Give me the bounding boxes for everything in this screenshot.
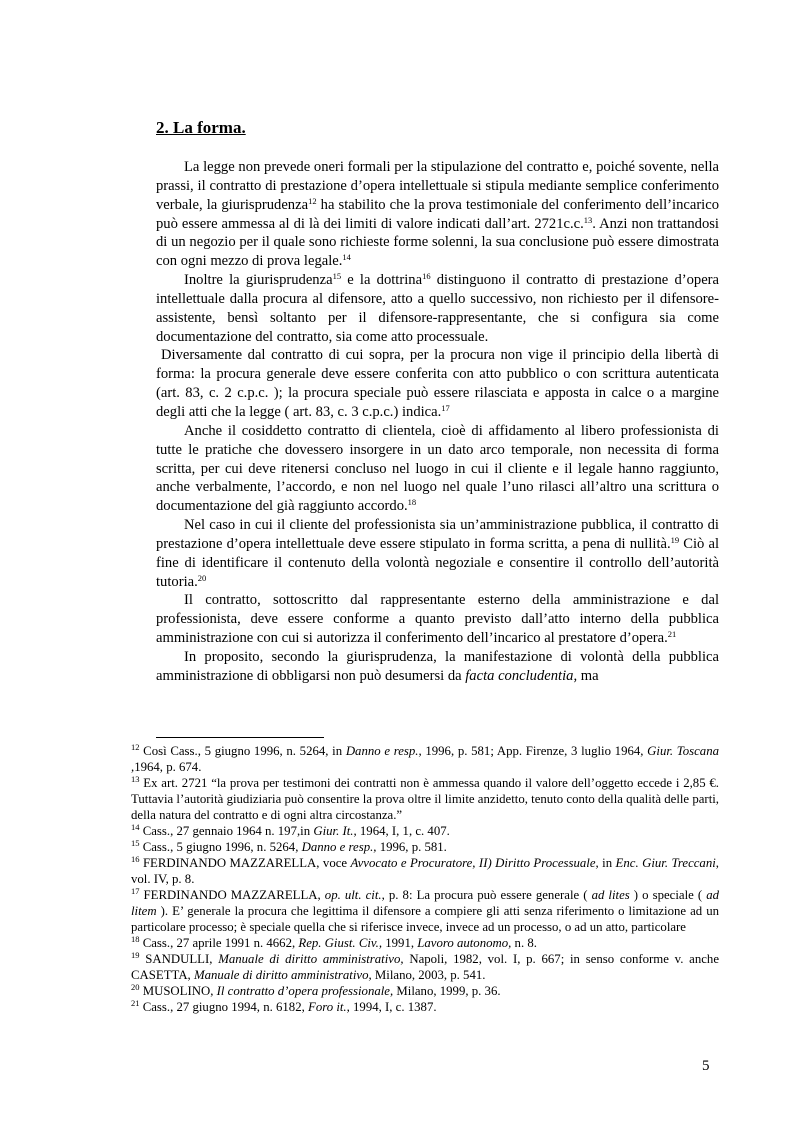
footnotes	[131, 743, 719, 1015]
note-ref: 15	[131, 838, 140, 848]
text-run: Anche il cosiddetto contratto di clientela, cioè di affidamento al libero professionista di tutte le pratiche che dovessero insorgere in un dato arco temporale, non necessita di forma scritta, per cui deve ritenersi concluso nel luogo in cui il cliente e il legale hanno raggiunto, anche verbalmente, l’accordo, e non nel luogo nel quale l’uno rilasci all’altro una scrittura o documentazione del già raggiunto accordo.	[156, 422, 719, 515]
text-run: Il contratto, sottoscritto dal rappresentante esterno della amministrazione e dal professionista, deve essere conforme a quanto previsto dall’atto interno della pubblica amministrazione con cui si autorizza il conferimento dell’incarico al prestatore d’opera.	[156, 592, 719, 647]
text-run: 1994, I, c. 1387.	[349, 1000, 437, 1014]
footnote	[131, 743, 719, 775]
text-run: Ciò al fine di identificare il contenuto della volontà negoziale e consentire il controllo dell’autorità tutoria.	[156, 535, 719, 590]
italic-text: ad litem	[131, 888, 719, 918]
paragraph	[156, 271, 719, 346]
text-run: MUSOLINO,	[139, 984, 217, 998]
italic-text: Il contratto d’opera professionale,	[216, 984, 394, 998]
text-run: distinguono il contratto di prestazione d’opera intellettuale dalla procura al difensore, atto a quello successivo, non richiesto per il difensore-assistente, bensì soltanto per il difensore-rappresentante, che si configura sia come documentazione del contratto, sia come atto processuale.	[156, 272, 720, 345]
text-run: Così Cass., 5 giugno 1996, n. 5264, in	[139, 744, 346, 758]
text-run: in	[598, 856, 616, 870]
note-ref: 19	[670, 534, 680, 545]
italic-text: Lavoro autonomo,	[417, 936, 512, 950]
note-ref: 14	[131, 822, 140, 832]
text-run: p. 8: La procura può essere generale (	[384, 888, 592, 902]
note-ref: 17	[441, 402, 450, 413]
text-run: FERDINANDO MAZZARELLA, voce	[139, 856, 351, 870]
text-run: , vol. IV, p. 8.	[131, 856, 719, 886]
text-run: Nel caso in cui il cliente del professionista sia un’amministrazione pubblica, il contratto di prestazione d’opera intellettuale deve essere stipulato in forma scritta, a pena di nullità.	[156, 517, 719, 552]
paragraph	[156, 422, 719, 516]
note-ref: 20	[197, 572, 207, 583]
note-ref: 17	[131, 886, 140, 896]
text-run: In proposito, secondo la giurisprudenza, la manifestazione di volontà della pubblica amministrazione di obbligarsi non può desumersi da	[156, 648, 719, 684]
note-ref: 16	[422, 271, 431, 282]
note-ref: 18	[131, 934, 140, 944]
italic-text: Giur. It.,	[313, 824, 357, 838]
italic-text: Danno e resp.,	[301, 840, 377, 854]
footnote	[131, 983, 719, 999]
footnote	[131, 775, 719, 823]
italic-text: op. ult. cit.,	[324, 888, 385, 902]
italic-text: Foro it.,	[308, 1000, 350, 1014]
note-ref: 16	[131, 854, 140, 864]
paragraph	[156, 648, 719, 686]
italic-text: Manuale di diritto amministrativo,	[218, 952, 404, 966]
text-run: e la dottrina	[341, 272, 423, 289]
text-run: Milano, 2003, p. 541.	[371, 968, 486, 982]
italic-text: Avvocato e Procuratore, II) Diritto Processuale,	[350, 856, 599, 870]
page-number: 5	[702, 1058, 710, 1074]
note-ref: 19	[131, 950, 140, 960]
text-run: Inoltre la giurisprudenza	[184, 272, 333, 289]
text-run: ha stabilito che la prova testimoniale del conferimento dell’incarico può essere ammessa al di là dei limiti di valore indicati dall’art. 2721c.c.	[156, 196, 720, 232]
italic-text: facta concludentia,	[465, 667, 578, 684]
note-ref: 20	[131, 982, 140, 992]
note-ref: 12	[131, 742, 140, 752]
paragraph	[156, 346, 719, 421]
note-ref: 18	[407, 497, 417, 508]
text-run: Ex art. 2721 “la prova per testimoni dei contratti non è ammessa quando il valore dell’oggetto eccede i 2,85 €. Tuttavia l’autorità giudiziaria può consentire la prova oltre il limite anzidetto, tenuto conto della qualità delle parti, della natura del contratto e di ogni altra circostanza.”	[131, 776, 719, 822]
italic-text: Rep. Giust. Civ.,	[298, 936, 383, 950]
text-run: Milano, 1999, p. 36.	[393, 984, 501, 998]
note-ref: 15	[332, 271, 342, 282]
text-run: La legge non prevede oneri formali per la stipulazione del contratto e, poiché sovente, nella prassi, il contratto di prestazione d’opera intellettuale si stipula mediante semplice conferimento verbale, la giurisprudenza	[156, 159, 719, 213]
text-run: ma	[577, 667, 599, 684]
italic-text: ad lites	[591, 888, 630, 902]
paragraph	[156, 516, 719, 591]
text-run: . Anzi non trattandosi di un negozio per il quale sono richieste forme solenni, la sua conclusione può essere dimostrata con ogni mezzo di prova legale.	[156, 215, 719, 270]
body-text	[156, 158, 719, 686]
text-run: Diversamente dal contratto di cui sopra, per la procura non vige il principio della libertà di forma: la procura generale deve essere conferita con atto pubblico o con scrittura autenticata (art. 83, c. 2 c.p.c. ); la procura speciale può essere rilasciata e apposta in calce o a margine degli atti che la legge ( art. 83, c. 3 c.p.c.) indica.	[156, 347, 719, 420]
footnote	[131, 823, 719, 839]
text-run: Cass., 27 gennaio 1964 n. 197,in	[139, 824, 314, 838]
note-ref: 14	[342, 252, 351, 263]
text-run: 1964, I, 1, c. 407.	[356, 824, 450, 838]
text-run: FERDINANDO MAZZARELLA,	[139, 888, 325, 902]
note-ref: 13	[131, 774, 140, 784]
footnote	[131, 951, 719, 983]
text-run: 1996, p. 581; App. Firenze, 3 luglio 1964,	[421, 744, 648, 758]
text-run: Cass., 5 giugno 1996, n. 5264,	[139, 840, 302, 854]
text-run: Napoli, 1982, vol. I, p. 667; in senso conforme v. anche CASETTA,	[131, 952, 720, 982]
italic-text: Danno e resp.,	[345, 744, 422, 758]
text-run: Cass., 27 giugno 1994, n. 6182,	[139, 1000, 308, 1014]
text-run: n. 8.	[511, 936, 537, 950]
paragraph	[156, 591, 719, 648]
italic-text: Enc. Giur. Treccani	[615, 856, 716, 870]
footnote	[131, 935, 719, 951]
note-ref: 12	[308, 195, 317, 206]
text-run: 1964, p. 674.	[134, 760, 202, 774]
text-run: ) o speciale (	[629, 888, 707, 902]
note-ref: 21	[131, 998, 140, 1008]
text-run: Cass., 27 aprile 1991 n. 4662,	[139, 936, 299, 950]
text-run: 1996, p. 581.	[376, 840, 447, 854]
footnote-separator	[156, 737, 324, 738]
text-run: 1991,	[382, 936, 418, 950]
section-heading: 2. La forma.	[156, 118, 246, 137]
paragraph	[156, 158, 719, 271]
text-run: SANDULLI,	[139, 952, 219, 966]
footnote	[131, 855, 719, 887]
footnote	[131, 887, 719, 935]
note-ref: 13	[583, 214, 593, 225]
italic-text: Giur. Toscana ,	[131, 744, 719, 774]
italic-text: Manuale di diritto amministrativo,	[193, 968, 372, 982]
footnote	[131, 999, 719, 1015]
note-ref: 21	[667, 629, 677, 640]
text-run: ). E’ generale la procura che legittima il difensore a compiere gli atti senza riferimento o limitazione ad un particolare processo; è speciale quella che si riferisce invece, invece ad un processo, o ad un atto, particolare	[131, 904, 719, 934]
footnote	[131, 839, 719, 855]
